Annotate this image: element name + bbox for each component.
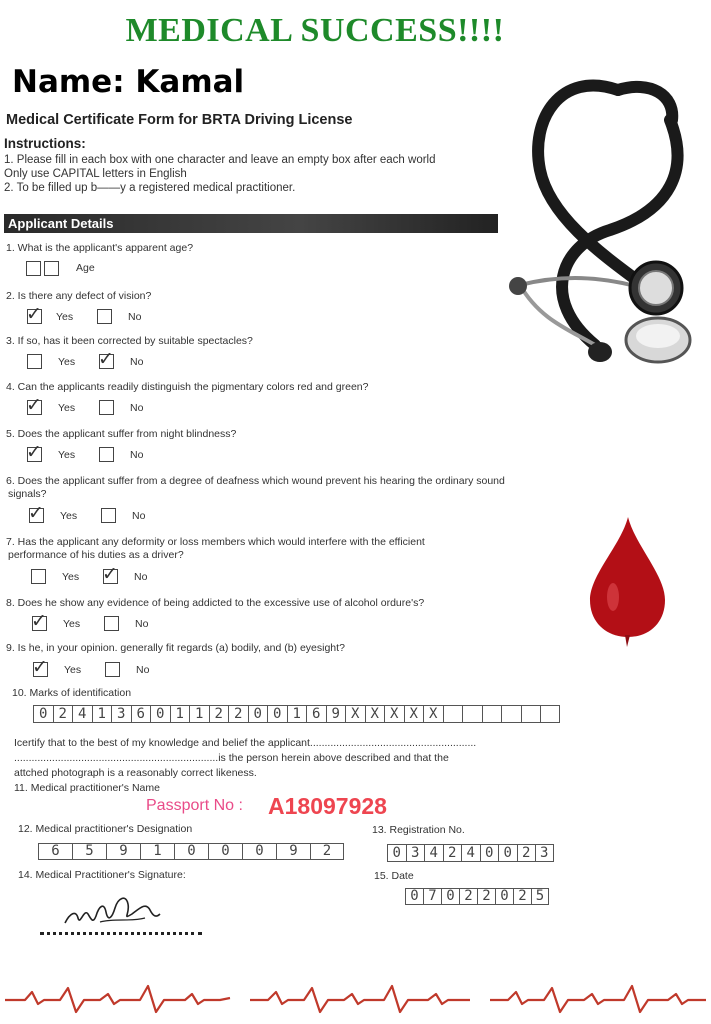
marks-char-box[interactable] (482, 705, 502, 723)
passport-number: A18097928 (268, 793, 387, 819)
check-mark-icon: ✓ (102, 563, 118, 585)
question-2: 2. Is there any defect of vision? (6, 290, 152, 302)
marks-char-box[interactable]: X (384, 705, 404, 723)
blood-drop-icon (585, 515, 675, 650)
date-char-box[interactable]: 2 (477, 888, 495, 905)
marks-char-box[interactable] (462, 705, 482, 723)
q6-yes-label: Yes (60, 510, 78, 522)
question-8: 8. Does he show any evidence of being addicted to the excessive use of alcohol ordure's? (6, 597, 425, 609)
q4-no-checkbox[interactable] (99, 400, 114, 415)
marks-char-box[interactable]: 2 (228, 705, 248, 723)
q2-yes-label: Yes (56, 311, 74, 323)
check-mark-icon: ✓ (26, 394, 42, 416)
instruction-line: Only use CAPITAL letters in English (4, 168, 187, 180)
question-4: 4. Can the applicants readily distinguish the pigmentary colors red and green? (6, 381, 369, 393)
marks-char-box[interactable] (540, 705, 560, 723)
q2-no-checkbox[interactable] (97, 309, 112, 324)
q3-no-label: No (130, 356, 144, 368)
registration-char-box[interactable]: 4 (461, 844, 480, 862)
marks-char-box[interactable]: 1 (189, 705, 209, 723)
marks-char-box[interactable]: 0 (267, 705, 287, 723)
designation-boxes (38, 843, 344, 860)
signature-icon (60, 888, 170, 933)
section-header-applicant-details: Applicant Details (4, 214, 498, 233)
q4-yes-checkbox[interactable] (26, 394, 42, 416)
form-title: Medical Certificate Form for BRTA Driving License (6, 112, 353, 128)
marks-char-box[interactable]: X (404, 705, 424, 723)
q8-no-checkbox[interactable] (104, 616, 119, 631)
instruction-line: 1. Please fill in each box with one character and leave an empty box after each world (4, 154, 436, 166)
marks-char-box[interactable]: X (423, 705, 443, 723)
certify-line: Icertify that to the best of my knowledge and belief the applicant......................................................... (14, 737, 477, 749)
age-label: Age (76, 262, 95, 274)
check-mark-icon: ✓ (32, 656, 48, 678)
q5-yes-checkbox[interactable] (26, 441, 42, 463)
question-6-cont: signals? (8, 488, 47, 500)
question-7: 7. Has the applicant any deformity or loss members which would interfere with the efficient (6, 536, 425, 548)
marks-char-box[interactable]: 1 (92, 705, 112, 723)
designation-char-box[interactable]: 9 (106, 843, 140, 860)
marks-char-box[interactable]: 3 (111, 705, 131, 723)
registration-char-box[interactable]: 2 (443, 844, 462, 862)
designation-char-box[interactable]: 0 (242, 843, 276, 860)
date-char-box[interactable]: 0 (405, 888, 423, 905)
signature-line (40, 932, 202, 935)
q2-no-label: No (128, 311, 142, 323)
check-mark-icon: ✓ (98, 348, 114, 370)
q4-yes-label: Yes (58, 402, 76, 414)
q5-no-label: No (130, 449, 144, 461)
question-6: 6. Does the applicant suffer from a degree of deafness which wound prevent his hearing the ordinary sound (6, 475, 505, 487)
applicant-name: Name: Kamal (12, 64, 245, 100)
marks-of-identification-boxes (33, 705, 560, 723)
marks-char-box[interactable]: 9 (326, 705, 346, 723)
q2-yes-checkbox[interactable] (26, 303, 42, 325)
q4-no-label: No (130, 402, 144, 414)
q8-yes-checkbox[interactable] (31, 610, 47, 632)
designation-char-box[interactable]: 5 (72, 843, 106, 860)
marks-char-box[interactable]: 4 (72, 705, 92, 723)
q6-yes-checkbox[interactable] (28, 502, 44, 524)
check-mark-icon: ✓ (28, 502, 44, 524)
marks-char-box[interactable]: 1 (170, 705, 190, 723)
date-boxes (405, 888, 549, 905)
q7-no-label: No (134, 571, 148, 583)
age-box-1[interactable] (26, 261, 41, 276)
question-5: 5. Does the applicant suffer from night blindness? (6, 428, 237, 440)
age-box-2[interactable] (44, 261, 59, 276)
registration-char-box[interactable]: 2 (517, 844, 536, 862)
q5-no-checkbox[interactable] (99, 447, 114, 462)
registration-label: 13. Registration No. (372, 824, 465, 836)
date-label: 15. Date (374, 870, 414, 882)
marks-char-box[interactable]: X (365, 705, 385, 723)
instruction-line: 2. To be filled up b——y a registered medical practitioner. (4, 182, 296, 194)
designation-char-box[interactable]: 0 (174, 843, 208, 860)
question-7-cont: performance of his duties as a driver? (8, 549, 184, 561)
practitioner-name-label: 11. Medical practitioner's Name (14, 782, 160, 794)
q3-no-checkbox[interactable] (98, 348, 114, 370)
date-char-box[interactable]: 2 (513, 888, 531, 905)
q9-yes-checkbox[interactable] (32, 656, 48, 678)
question-3: 3. If so, has it been corrected by suitable spectacles? (6, 335, 253, 347)
marks-char-box[interactable] (501, 705, 521, 723)
q9-no-checkbox[interactable] (105, 662, 120, 677)
q9-no-label: No (136, 664, 150, 676)
q6-no-label: No (132, 510, 146, 522)
registration-boxes (387, 844, 554, 862)
question-1: 1. What is the applicant's apparent age? (6, 242, 194, 254)
registration-char-box[interactable]: 3 (406, 844, 425, 862)
marks-char-box[interactable]: 0 (33, 705, 53, 723)
q8-no-label: No (135, 618, 149, 630)
designation-char-box[interactable]: 2 (310, 843, 344, 860)
page-banner: MEDICAL SUCCESS!!!! (125, 12, 505, 49)
date-char-box[interactable]: 0 (441, 888, 459, 905)
marks-label: 10. Marks of identification (12, 687, 132, 699)
designation-label: 12. Medical practitioner's Designation (18, 823, 193, 835)
date-char-box[interactable]: 0 (495, 888, 513, 905)
check-mark-icon: ✓ (31, 610, 47, 632)
q8-yes-label: Yes (63, 618, 81, 630)
question-9: 9. Is he, in your opinion. generally fit regards (a) bodily, and (b) eyesight? (6, 642, 345, 654)
heartbeat-line-icon (0, 980, 711, 1020)
registration-char-box[interactable]: 0 (480, 844, 499, 862)
check-mark-icon: ✓ (26, 303, 42, 325)
marks-char-box[interactable] (443, 705, 463, 723)
marks-char-box[interactable]: 0 (248, 705, 268, 723)
marks-char-box[interactable] (521, 705, 541, 723)
registration-char-box[interactable]: 0 (387, 844, 406, 862)
marks-char-box[interactable]: X (345, 705, 365, 723)
q6-no-checkbox[interactable] (101, 508, 116, 523)
instructions-heading: Instructions: (4, 136, 86, 151)
marks-char-box[interactable]: 6 (306, 705, 326, 723)
signature-label: 14. Medical Practitioner's Signature: (18, 869, 186, 881)
registration-char-box[interactable]: 0 (498, 844, 517, 862)
marks-char-box[interactable]: 6 (131, 705, 151, 723)
marks-char-box[interactable]: 1 (287, 705, 307, 723)
designation-char-box[interactable]: 6 (38, 843, 72, 860)
check-mark-icon: ✓ (26, 441, 42, 463)
date-char-box[interactable]: 2 (459, 888, 477, 905)
registration-char-box[interactable]: 4 (424, 844, 443, 862)
certify-line: ......................................................................is the person herein above described and that the (14, 752, 449, 764)
date-char-box[interactable]: 7 (423, 888, 441, 905)
registration-char-box[interactable]: 3 (535, 844, 554, 862)
passport-label: Passport No : (146, 797, 243, 814)
q7-no-checkbox[interactable] (102, 563, 118, 585)
q3-yes-label: Yes (58, 356, 76, 368)
marks-char-box[interactable]: 2 (53, 705, 73, 723)
q5-yes-label: Yes (58, 449, 76, 461)
marks-char-box[interactable]: 0 (150, 705, 170, 723)
designation-char-box[interactable]: 1 (140, 843, 174, 860)
q7-yes-label: Yes (62, 571, 80, 583)
marks-char-box[interactable]: 2 (209, 705, 229, 723)
date-char-box[interactable]: 5 (531, 888, 549, 905)
designation-char-box[interactable]: 9 (276, 843, 310, 860)
q9-yes-label: Yes (64, 664, 82, 676)
q7-yes-checkbox[interactable] (31, 569, 46, 584)
designation-char-box[interactable]: 0 (208, 843, 242, 860)
certify-line: attched photograph is a reasonably correct likeness. (14, 767, 257, 779)
stethoscope-icon (500, 60, 711, 380)
q3-yes-checkbox[interactable] (27, 354, 42, 369)
